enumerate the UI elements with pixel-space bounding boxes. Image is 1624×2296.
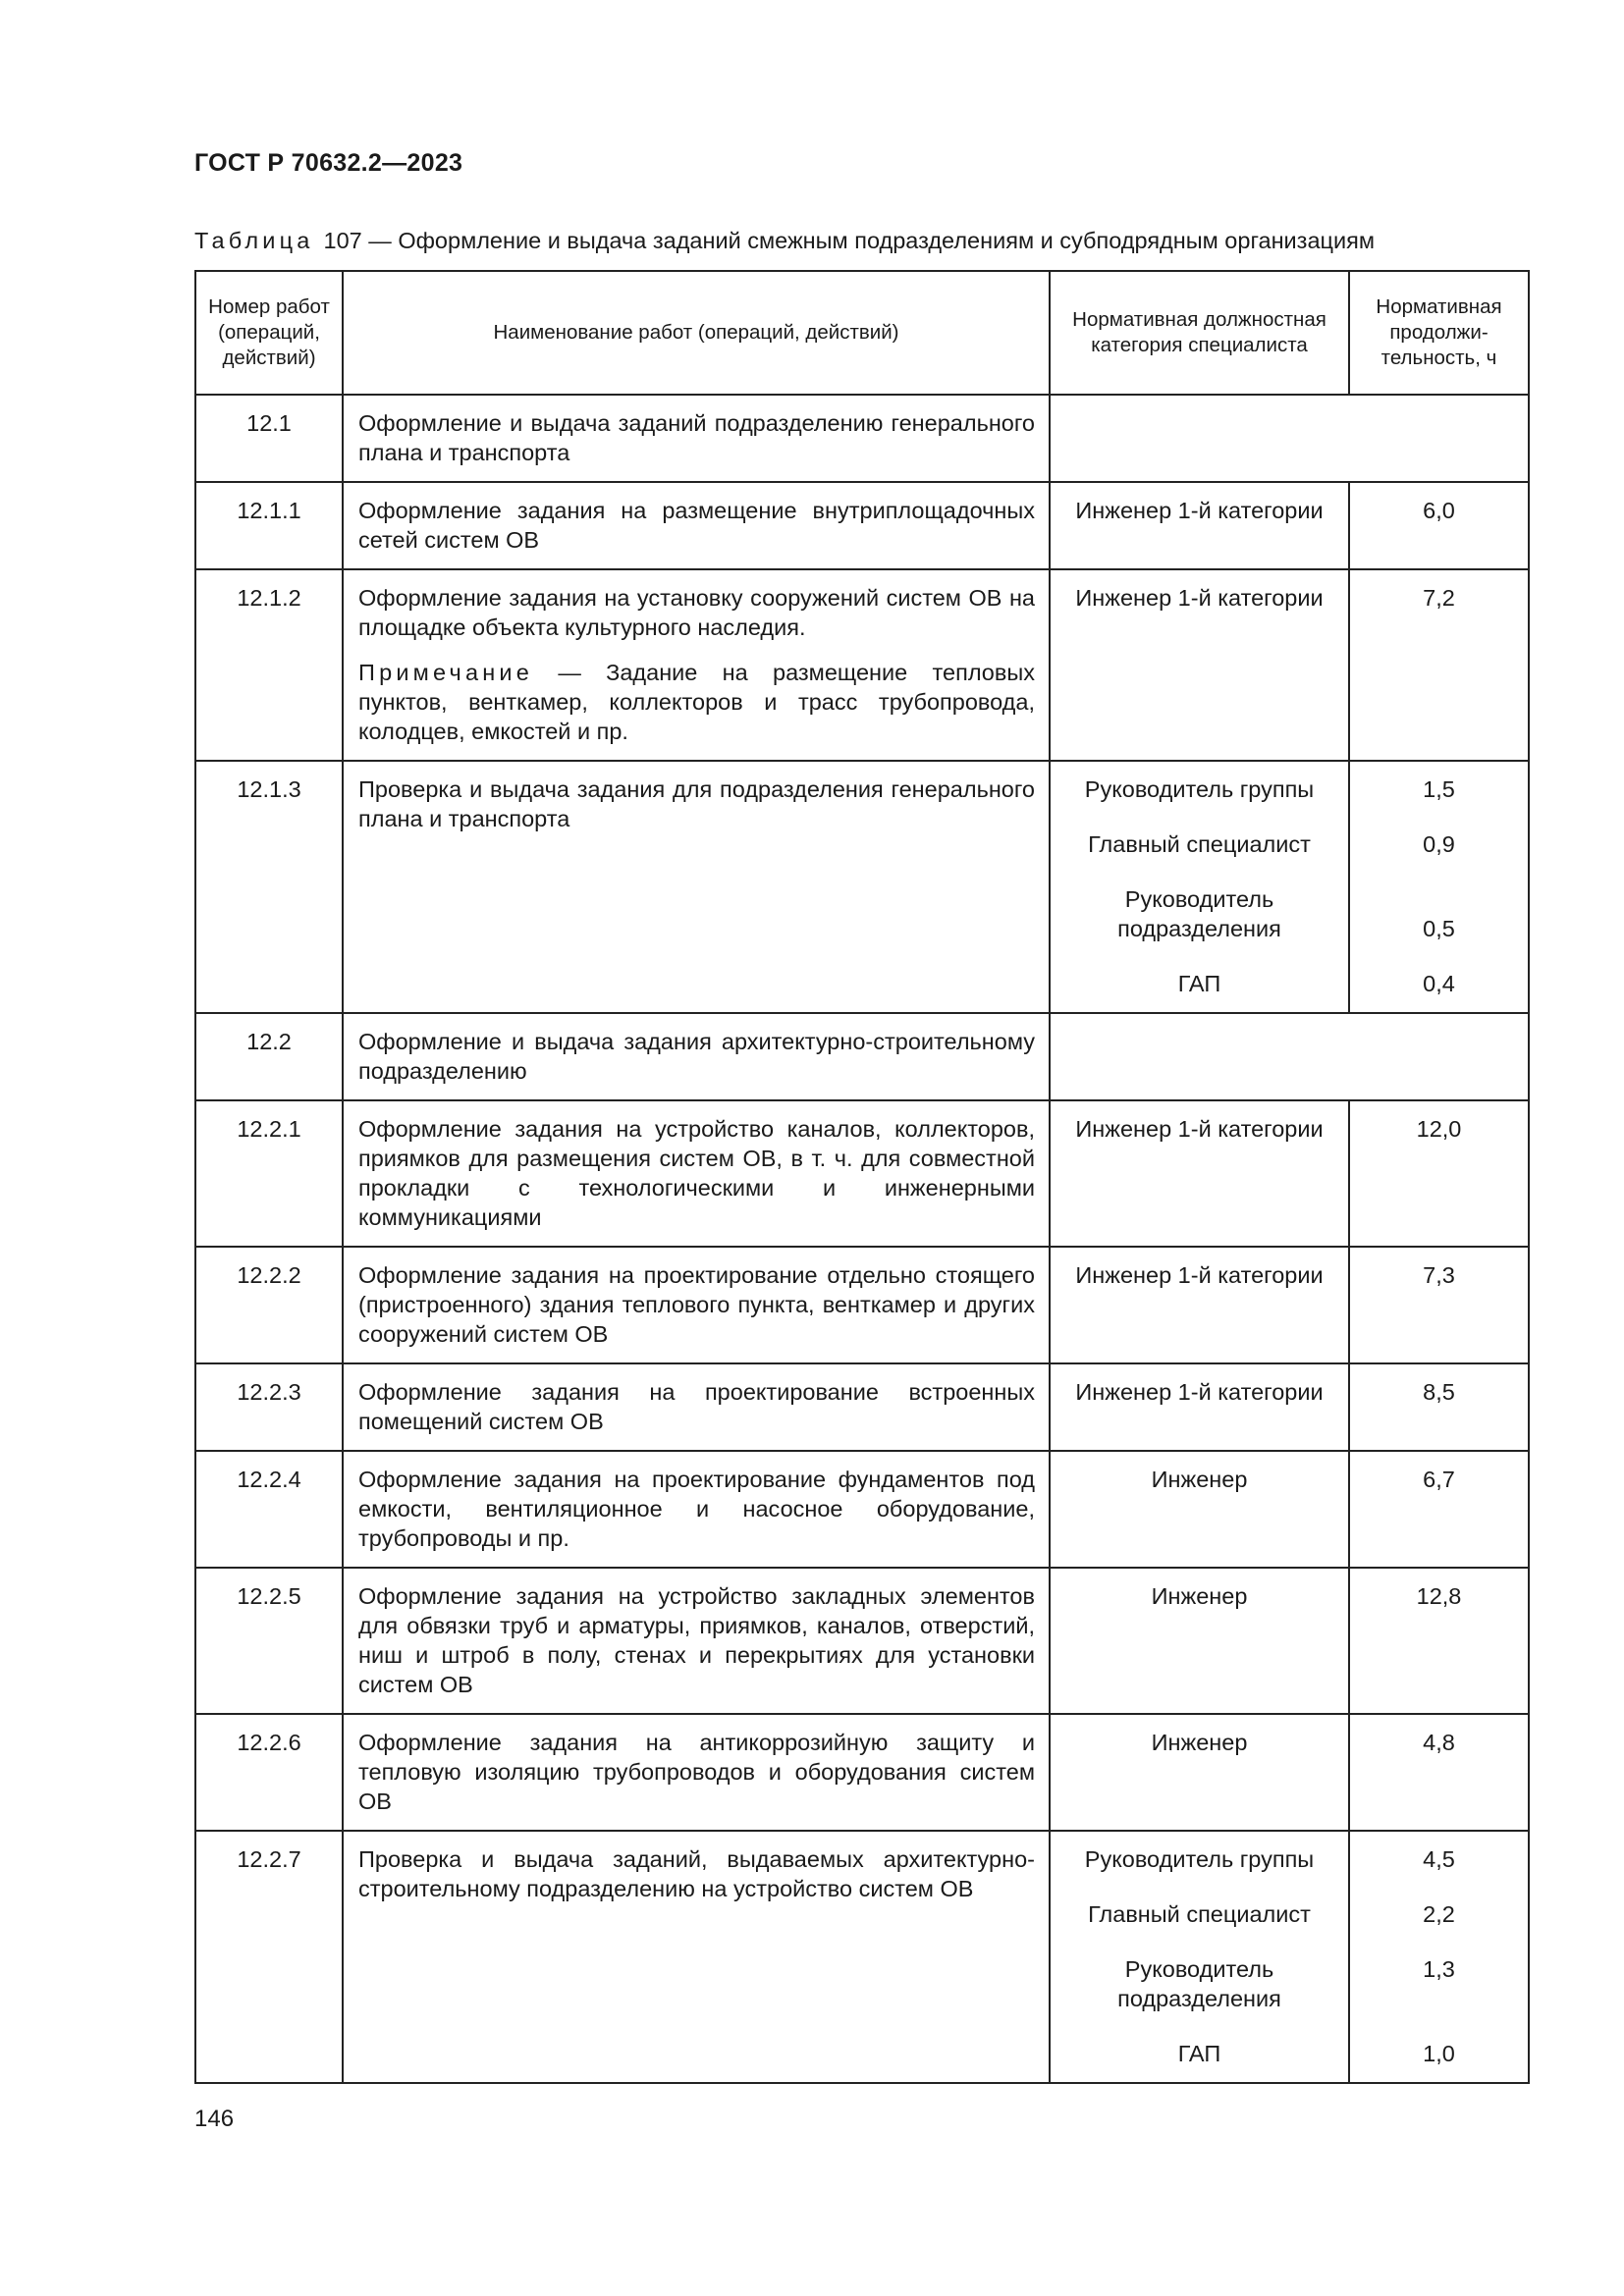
- note-text: — Задание на размещение тепловых пунктов, венткамер, коллекторов и трасс трубопровода, колодцев, емкостей и пр.: [358, 660, 1035, 744]
- row-name: Оформление и выдача задания архитектурно-строительному подразделению: [343, 1013, 1050, 1100]
- empty-cell: [1050, 395, 1529, 482]
- table-row: [195, 1363, 1529, 1451]
- row-number: 12.1.1: [195, 482, 343, 569]
- table-row: [195, 1568, 1529, 1714]
- row-duration: 7,2: [1349, 569, 1529, 761]
- row-specialist: Инженер 1-й категории: [1050, 1363, 1349, 1451]
- table-row: [195, 761, 1529, 1013]
- header-number: Номер работ (операций, действий): [195, 271, 343, 395]
- row-duration: 4,8: [1349, 1714, 1529, 1831]
- specialist-item: ГАП: [1177, 971, 1221, 996]
- page-number: 146: [194, 2106, 235, 2132]
- row-number: 12.2.7: [195, 1831, 343, 2083]
- row-specialist: Инженер 1-й категории: [1050, 1100, 1349, 1247]
- row-specialist: Инженер 1-й категории: [1050, 482, 1349, 569]
- header-specialist: Нормативная должностная категория специалиста: [1050, 271, 1349, 395]
- row-name: Проверка и выдача заданий, выдаваемых архитектурно-строительному подразделению на устройство систем ОВ: [343, 1831, 1050, 2083]
- row-name: Оформление задания на устройство каналов, коллекторов, приямков для размещения систем ОВ, в т. ч. для совместной прокладки с технологическими и инженерными коммуникациями: [343, 1100, 1050, 1247]
- row-number: 12.2.4: [195, 1451, 343, 1568]
- row-duration-list: [1349, 761, 1529, 1013]
- row-duration: 8,5: [1349, 1363, 1529, 1451]
- row-specialist-list: [1050, 1831, 1349, 2083]
- table-row: [195, 1100, 1529, 1247]
- row-name: Оформление задания на проектирование фундаментов под емкости, вентиляционное и насосное оборудование, трубопроводы и пр.: [343, 1451, 1050, 1568]
- row-specialist: Инженер: [1050, 1451, 1349, 1568]
- table-row: [195, 1013, 1529, 1100]
- duration-item: 0,5: [1423, 916, 1455, 941]
- row-specialist: Инженер: [1050, 1714, 1349, 1831]
- duration-item: 0,9: [1423, 831, 1455, 857]
- specialist-item: Руководитель группы: [1084, 1846, 1315, 1872]
- row-duration: 7,3: [1349, 1247, 1529, 1363]
- duration-item: 1,5: [1423, 776, 1455, 802]
- table-row: [195, 1247, 1529, 1363]
- row-number: 12.1: [195, 395, 343, 482]
- row-number: 12.2.2: [195, 1247, 343, 1363]
- row-duration: 6,0: [1349, 482, 1529, 569]
- table-row: [195, 1451, 1529, 1568]
- row-specialist: Инженер: [1050, 1568, 1349, 1714]
- table-header-row: [195, 271, 1529, 395]
- row-number: 12.2: [195, 1013, 343, 1100]
- table-row: [195, 395, 1529, 482]
- row-name: Оформление задания на устройство закладных элементов для обвязки труб и арматуры, приямков, каналов, отверстий, ниш и штроб в полу, стенах и перекрытиях для установки систем ОВ: [343, 1568, 1050, 1714]
- specialist-item: Руководитель группы: [1084, 776, 1315, 802]
- row-duration-list: [1349, 1831, 1529, 2083]
- caption-text: 107 — Оформление и выдача заданий смежным подразделениям и субподрядным организациям: [323, 228, 1375, 253]
- row-name: Проверка и выдача задания для подразделения генерального плана и транспорта: [343, 761, 1050, 1013]
- row-name: Оформление и выдача заданий подразделению генерального плана и транспорта: [343, 395, 1050, 482]
- row-note: [358, 658, 1035, 746]
- specialist-item: Главный специалист: [1088, 1901, 1311, 1927]
- table-row: [195, 569, 1529, 761]
- row-name: [343, 569, 1050, 761]
- duration-item: 0,4: [1423, 971, 1455, 996]
- table-row: [195, 1714, 1529, 1831]
- row-duration: 12,8: [1349, 1568, 1529, 1714]
- works-table: [194, 270, 1530, 2084]
- row-number: 12.1.2: [195, 569, 343, 761]
- row-number: 12.2.6: [195, 1714, 343, 1831]
- row-name: Оформление задания на антикоррозийную защиту и тепловую изоляцию трубопроводов и оборудования систем ОВ: [343, 1714, 1050, 1831]
- table-row: [195, 1831, 1529, 2083]
- table-row: [195, 482, 1529, 569]
- row-name: Оформление задания на проектирование встроенных помещений систем ОВ: [343, 1363, 1050, 1451]
- row-name: Оформление задания на размещение внутриплощадочных сетей систем ОВ: [343, 482, 1050, 569]
- note-label: Примечание: [358, 660, 534, 685]
- duration-item: 4,5: [1423, 1846, 1455, 1872]
- row-specialist: Инженер 1-й категории: [1050, 1247, 1349, 1363]
- row-number: 12.2.3: [195, 1363, 343, 1451]
- caption-label: Таблица: [194, 228, 314, 253]
- row-number: 12.2.5: [195, 1568, 343, 1714]
- specialist-item: Руководитель подразделения: [1117, 886, 1281, 941]
- header-duration: Нормативная продолжи-тельность, ч: [1349, 271, 1529, 395]
- duration-item: 1,0: [1423, 2041, 1455, 2066]
- row-number: 12.1.3: [195, 761, 343, 1013]
- row-name-text: Оформление задания на установку сооружений систем ОВ на площадке объекта культурного наследия.: [358, 585, 1035, 640]
- row-specialist-list: [1050, 761, 1349, 1013]
- specialist-item: ГАП: [1177, 2041, 1221, 2066]
- row-duration: 6,7: [1349, 1451, 1529, 1568]
- row-specialist: Инженер 1-й категории: [1050, 569, 1349, 761]
- duration-item: 2,2: [1423, 1901, 1455, 1927]
- row-duration: 12,0: [1349, 1100, 1529, 1247]
- row-number: 12.2.1: [195, 1100, 343, 1247]
- row-name: Оформление задания на проектирование отдельно стоящего (пристроенного) здания теплового пункта, венткамер и других сооружений систем ОВ: [343, 1247, 1050, 1363]
- duration-item: 1,3: [1423, 1956, 1455, 1982]
- specialist-item: Главный специалист: [1088, 831, 1311, 857]
- empty-cell: [1050, 1013, 1529, 1100]
- table-caption: [194, 228, 1375, 254]
- specialist-item: Руководитель подразделения: [1117, 1956, 1281, 2011]
- header-name: Наименование работ (операций, действий): [343, 271, 1050, 395]
- standard-header: ГОСТ Р 70632.2—2023: [194, 149, 463, 177]
